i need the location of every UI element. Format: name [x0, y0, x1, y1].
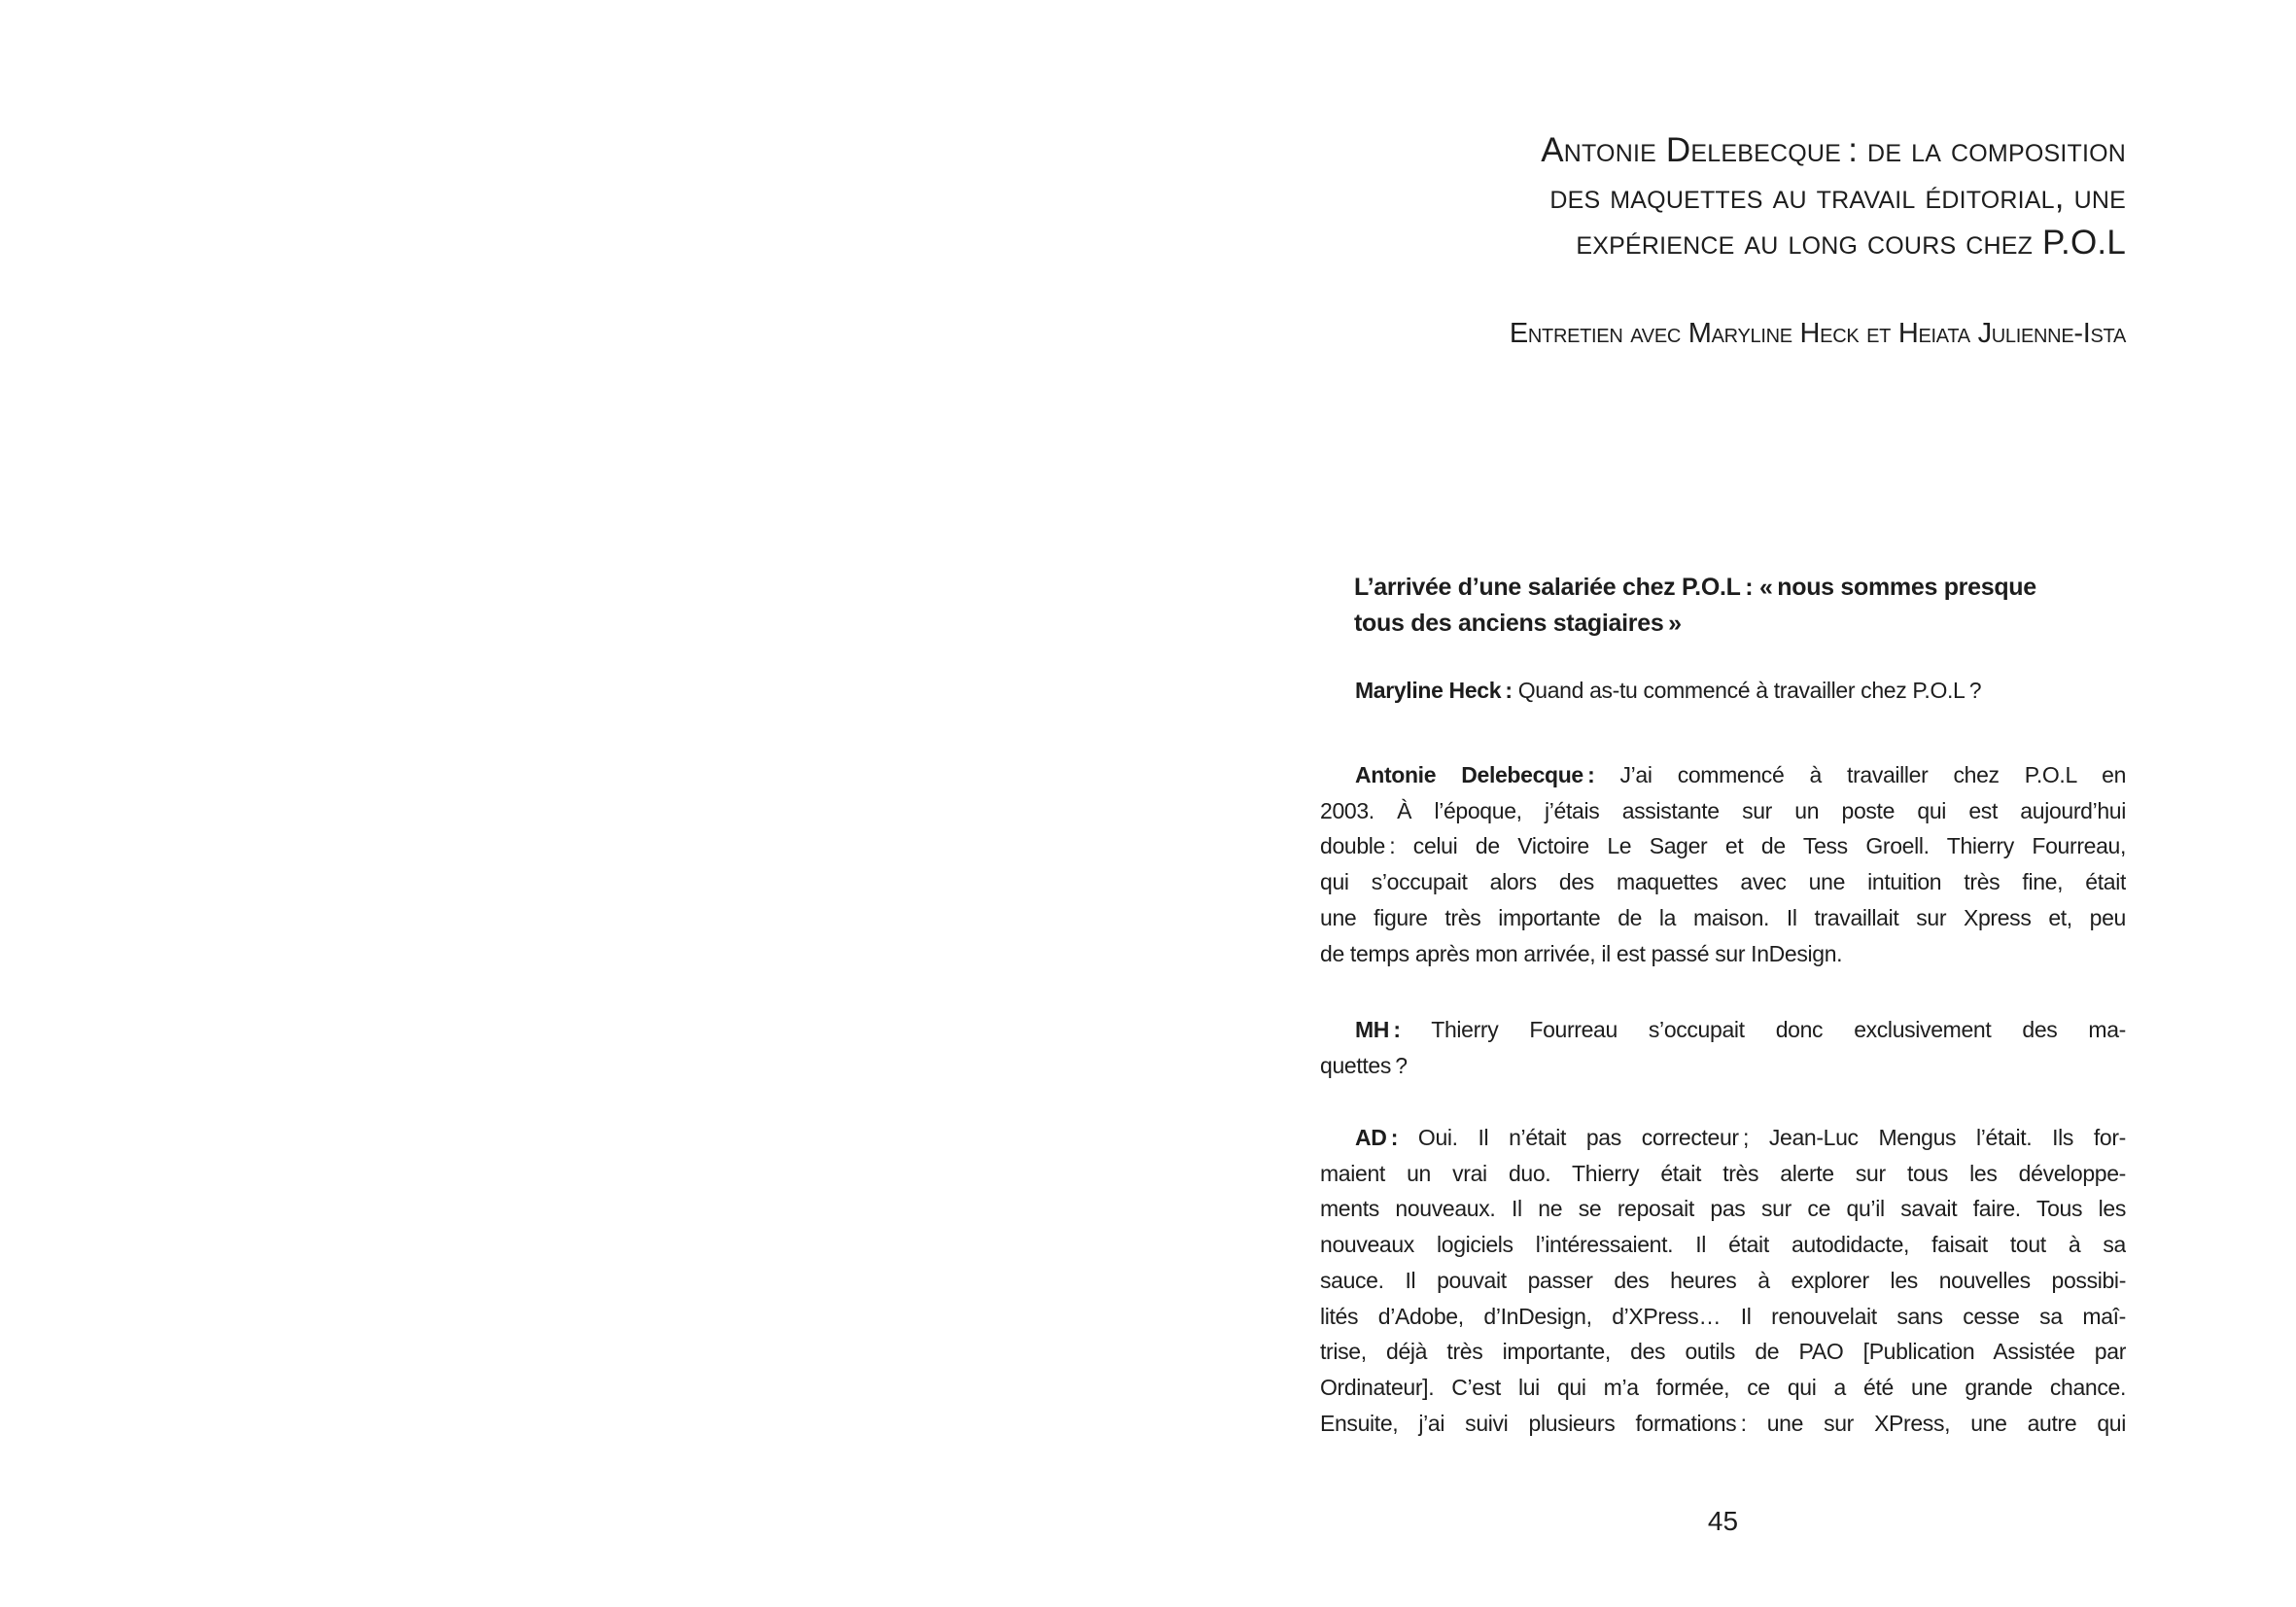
paragraph-answer-1: [1320, 757, 2126, 971]
text-line: Maryline Heck : Quand as-tu commencé à travailler chez P.O.L ?: [1355, 678, 1982, 703]
paragraph-question-1: [1320, 673, 2126, 709]
text-line: MH : Thierry Fourreau s’occupait donc exclusivement des ma-: [1355, 1017, 2126, 1042]
title-line: Antonie Delebecque : de la composition: [1541, 131, 2126, 169]
text-line: sauce. Il pouvait passer des heures à explorer les nouvelles possibi-: [1320, 1267, 2126, 1293]
text-line: de temps après mon arrivée, il est passé sur InDesign.: [1320, 940, 1843, 966]
text-line: trise, déjà très importante, des outils de PAO [Publication Assistée par: [1320, 1339, 2126, 1365]
text-line: une figure très importante de la maison. Il travaillait sur Xpress et, peu: [1320, 904, 2126, 930]
speaker-label: AD :: [1355, 1125, 1399, 1150]
text-line: 2003. À l’époque, j’étais assistante sur un poste qui est aujourd’hui: [1320, 797, 2126, 823]
text-line: double : celui de Victoire Le Sager et de Tess Groell. Thierry Fourreau,: [1320, 833, 2126, 859]
speaker-label: Maryline Heck :: [1355, 678, 1513, 703]
paragraph-question-2: [1320, 1012, 2126, 1083]
text-line: lités d’Adobe, d’InDesign, d’XPress… Il renouvelait sans cesse sa maî-: [1320, 1303, 2126, 1329]
page-number: 45: [1707, 1506, 1739, 1536]
text-line: quettes ?: [1320, 1052, 1408, 1078]
text-line: maient un vrai duo. Thierry était très alerte sur tous les développe-: [1320, 1160, 2126, 1186]
text-line: AD : Oui. Il n’était pas correcteur ; Jean-Luc Mengus l’était. Ils for-: [1355, 1125, 2126, 1150]
title-line: des maquettes au travail éditorial, une: [1549, 177, 2126, 216]
text-line: Antonie Delebecque : J’ai commencé à travailler chez P.O.L en: [1355, 762, 2126, 787]
title-line: expérience au long cours chez P.O.L: [1576, 224, 2126, 262]
chapter-subtitle: Entretien avec Maryline Heck et Heiata Julienne-Ista: [1509, 318, 2126, 349]
text-line: nouveaux logiciels l’intéressaient. Il était autodidacte, faisait tout à sa: [1320, 1232, 2126, 1258]
speaker-label: MH :: [1355, 1017, 1401, 1042]
section-heading: [1354, 570, 2126, 642]
text-line: ments nouveaux. Il ne se reposait pas sur ce qu’il savait faire. Tous les: [1320, 1196, 2126, 1222]
text-line: qui s’occupait alors des maquettes avec une intuition très fine, était: [1320, 869, 2126, 895]
paragraph-answer-2: [1320, 1120, 2126, 1441]
text-column: [1320, 0, 2126, 1607]
text-line: Ensuite, j’ai suivi plusieurs formations : une sur XPress, une autre qui: [1320, 1410, 2126, 1436]
text-line: Ordinateur]. C’est lui qui m’a formée, ce qui a été une grande chance.: [1320, 1374, 2126, 1400]
heading-line: L’arrivée d’une salariée chez P.O.L : « nous sommes presque: [1354, 574, 2036, 601]
speaker-label: Antonie Delebecque :: [1355, 762, 1595, 787]
heading-line: tous des anciens stagiaires »: [1354, 610, 1682, 637]
